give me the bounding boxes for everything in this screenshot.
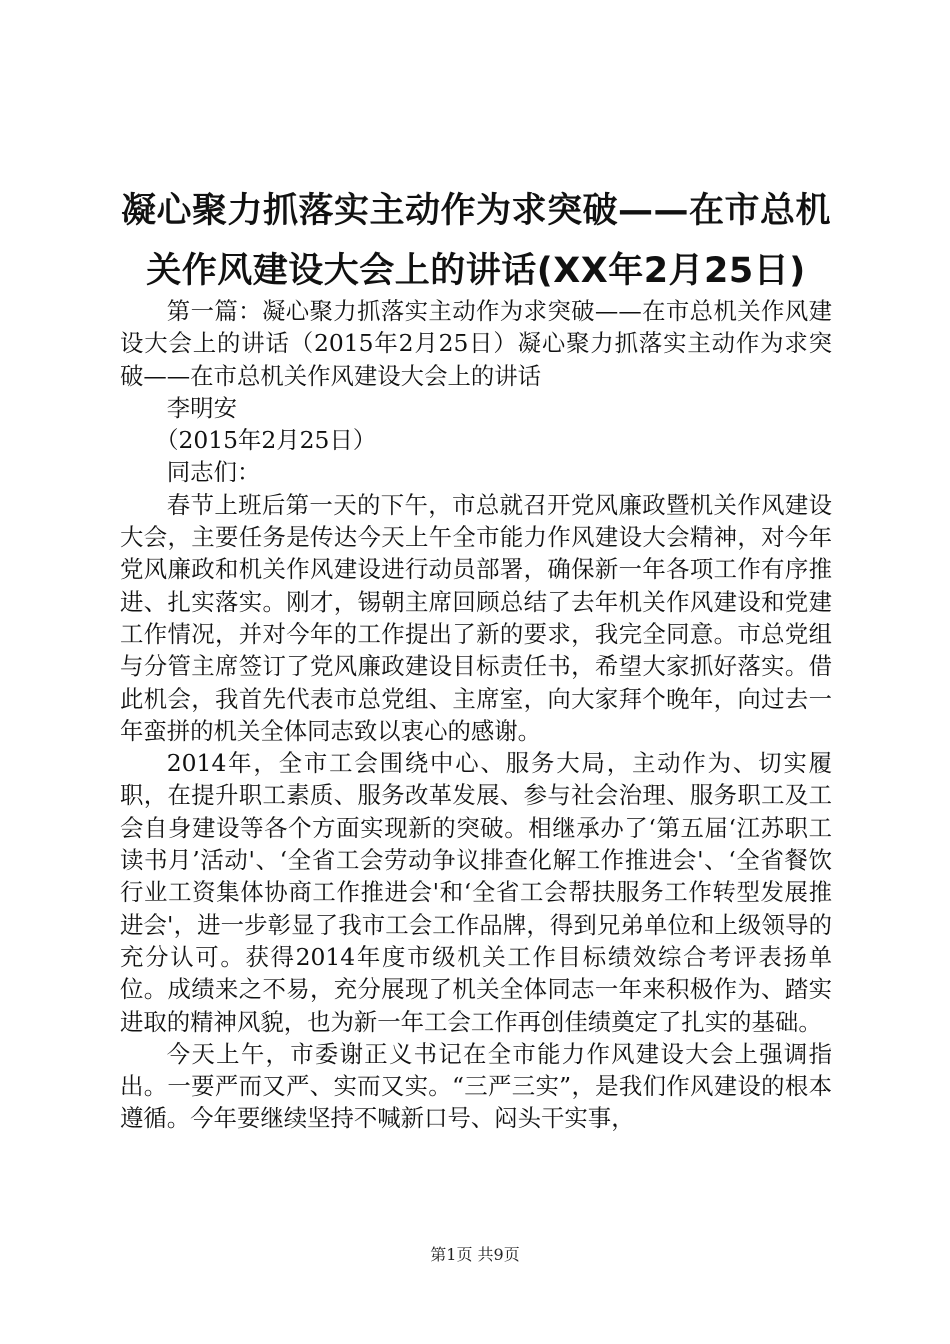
- paragraph-intro: 第一篇：凝心聚力抓落实主动作为求突破——在市总机关作风建设大会上的讲话（2015年2月25日）凝心聚力抓落实主动作为求突破——在市总机关作风建设大会上的讲话: [120, 297, 832, 390]
- document-body: [120, 295, 832, 1135]
- title-line-2: 关作风建设大会上的讲话(XX年2月25日): [146, 251, 806, 292]
- paragraph-body-2: 2014年，全市工会围绕中心、服务大局，主动作为、切实履职，在提升职工素质、服务改革发展、参与社会治理、服务职工及工会自身建设等各个方面实现新的突破。相继承办了‘第五届‘江苏职工读书月’活动'、‘全省工会劳动争议排查化解工作推进会'、‘全省餐饮行业工资集体协商工作推进会'和‘全省工会帮扶服务工作转型发展推进会'，进一步彰显了我市工会工作品牌，得到兄弟单位和上级领导的充分认可。获得2014年度市级机关工作目标绩效综合考评表扬单位。成绩来之不易，充分展现了机关全体同志一年来积极作为、踏实进取的精神风貌，也为新一年工会工作再创佳绩奠定了扎实的基础。: [120, 749, 832, 1036]
- paragraph-body-3: 今天上午，市委谢正义书记在全市能力作风建设大会上强调指出。一要严而又严、实而又实。“三严三实”，是我们作风建设的根本遵循。今年要继续坚持不喊新口号、闷头干实事，: [120, 1039, 832, 1133]
- title-line-1: 凝心聚力抓落实主动作为求突破——在市总机: [120, 191, 831, 232]
- document-title: [120, 181, 832, 301]
- page-number: 第1页 共9页: [430, 1245, 520, 1264]
- paragraph-author: 李明安: [166, 393, 237, 422]
- paragraph-salutation: 同志们：: [166, 458, 261, 487]
- paragraph-date: （2015年2月25日）: [155, 426, 377, 455]
- page-footer: [0, 1244, 950, 1266]
- paragraph-body-1: 春节上班后第一天的下午，市总就召开党风廉政暨机关作风建设大会，主要任务是传达今天上午全市能力作风建设大会精神，对今年党风廉政和机关作风建设进行动员部署，确保新一年各项工作有序推进、扎实落实。刚才，锡朝主席回顾总结了去年机关作风建设和党建工作情况，并对今年的工作提出了新的要求，我完全同意。市总党组与分管主席签订了党风廉政建设目标责任书，希望大家抓好落实。借此机会，我首先代表市总党组、主席室，向大家拜个晚年，向过去一年蛮拼的机关全体同志致以衷心的感谢。: [120, 490, 832, 745]
